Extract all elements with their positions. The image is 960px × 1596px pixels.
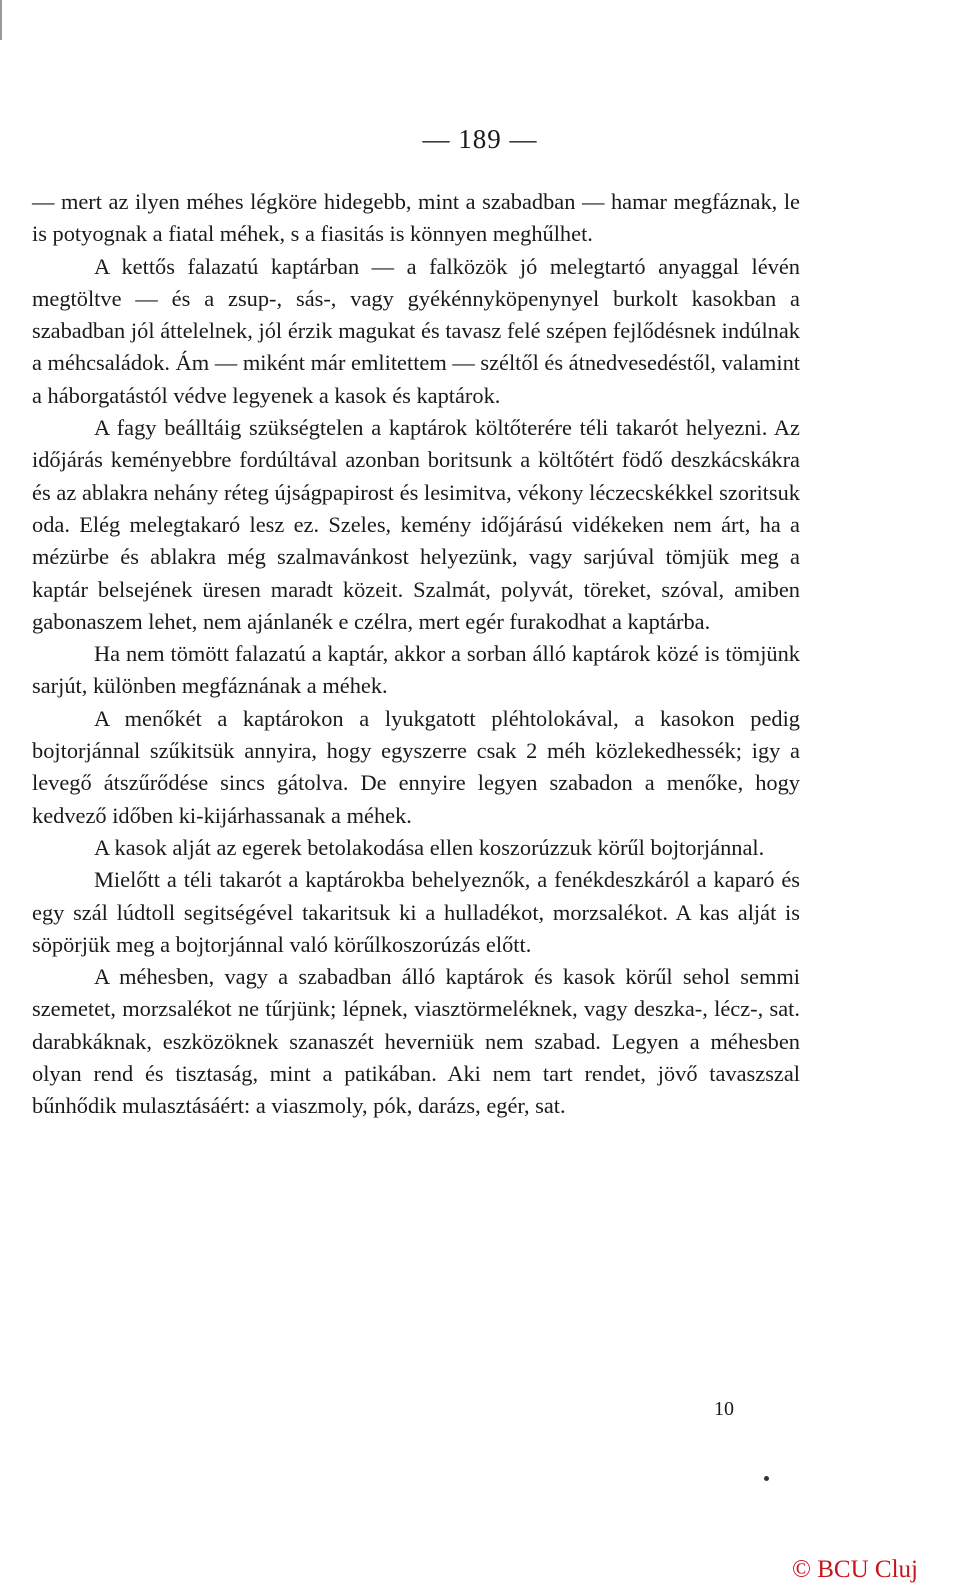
signature-mark: 10 [714,1398,734,1420]
scan-edge-mark [0,0,2,40]
paragraph: A menőkét a kaptárokon a lyukgatott pléhtolokával, a kasokon pedig bojtorjánnal szűkitsük annyira, hogy egyszerre csak 2 méh közlekedhessék; igy a levegő átszűrődése sincs gátolva. De ennyire legyen szabadon a menőke, hogy kedvező időben ki-kijárhassanak a méhek. [32,705,800,828]
paragraph: Mielőtt a téli takarót a kaptárokba behelyeznők, a fenékdeszkáról a kaparó és egy szál lúdtoll segitségével takaritsuk ki a hulladékot, morzsalékot. A kas alját is söpörjük meg a bojtorjánnal való körűlkoszorúzás előtt. [32,867,800,957]
paragraph: — mert az ilyen méhes légköre hidegebb, mint a szabadban — hamar megfáznak, le is potyognak a fiatal méhek, s a fiasitás is könnyen meghűlhet. [32,189,800,247]
paragraph: A kasok alját az egerek betolakodása ellen koszorúzzuk körűl bojtorjánnal. [94,834,765,860]
library-watermark: © BCU Cluj [792,1556,918,1583]
paragraph: A fagy beálltáig szükségtelen a kaptárok költőterére téli takarót helyezni. Az időjárás keményebbre fordúltával azonban boritsunk a költőtért födő deszkácskákra és az ablakra nehány réteg újságpapirost és lesimitva, vékony léczecskékkel szoritsuk oda. Elég melegtakaró lesz ez. Szeles, kemény időjárású vidékeken nem árt, ha a mézürbe és ablakra még szalmavánkost helyezünk, vagy sarjúval tömjük meg a kaptár belsejének üresen maradt közeit. Szalmát, polyvát, töreket, szóval, amiben gabonaszem lehet, nem ajánlanék e czélra, mert egér furakodhat a kaptárba. [32,415,800,634]
ink-dot [764,1476,769,1481]
paragraph: Ha nem tömött falazatú a kaptár, akkor a sorban álló kaptárok közé is tömjünk sarjút, különben megfáznának a méhek. [32,641,800,699]
paragraph: A méhesben, vagy a szabadban álló kaptárok és kasok körűl sehol semmi szemetet, morzsalékot ne tűrjünk; lépnek, viasztörmeléknek, vagy deszka-, lécz-, sat. darabkáknak, eszközöknek szanaszét heverniük nem szabad. Legyen a méhesben olyan rend és tisztaság, mint a patikában. Aki nem tart rendet, jövő tavaszszal bűnhődik mulasztásáért: a viaszmoly, pók, darázs, egér, sat. [32,964,800,1119]
paragraph: A kettős falazatú kaptárban — a falközök jó melegtartó anyaggal lévén megtöltve — és a zsup-, sás-, vagy gyékénnyköpenynyel burkolt kasokban a szabadban jól áttelelnek, jól érzik magukat és tavasz felé szépen fejlődésnek indúlnak a méhcsaládok. Ám — miként már emlitettem — széltől és átnedvesedéstől, valamint a háborgatástól védve legyenek a kasok és kaptárok. [32,253,800,408]
body-text [32,186,800,1123]
page-number: — 189 — [422,124,538,154]
